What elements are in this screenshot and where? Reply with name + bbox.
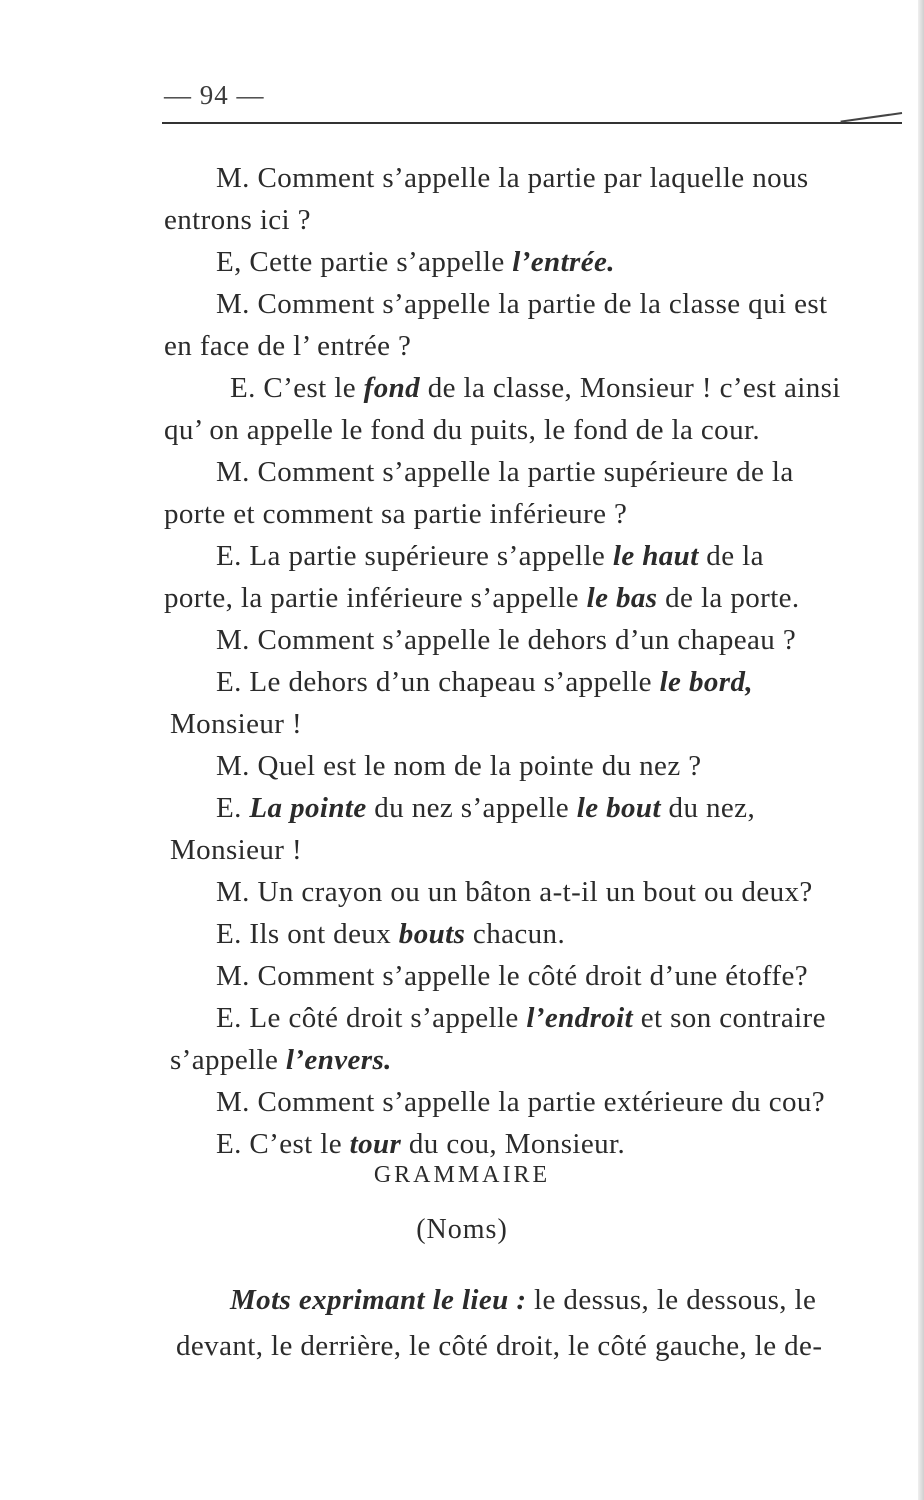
text-segment: qu’ on appelle le fond du puits, le fond de la cour. bbox=[164, 414, 761, 446]
text-line bbox=[170, 832, 302, 868]
text-segment: en face de l’ entrée ? bbox=[164, 330, 412, 362]
text-segment: porte, la partie inférieure s’appelle bbox=[164, 582, 587, 614]
text-line bbox=[170, 1042, 392, 1078]
text-segment: M. Comment s’appelle la partie extérieure du cou? bbox=[216, 1086, 826, 1118]
text-segment: entrons ici ? bbox=[164, 204, 311, 236]
text-line bbox=[164, 328, 411, 364]
section-subheading: (Noms) bbox=[416, 1214, 508, 1245]
text-line bbox=[216, 622, 796, 658]
text-line bbox=[164, 496, 627, 532]
italic-term: Mots exprimant le lieu : bbox=[230, 1284, 527, 1316]
text-segment: de la classe, Monsieur ! c’est ainsi bbox=[420, 372, 841, 404]
text-segment: E. La partie supérieure s’appelle bbox=[216, 540, 613, 572]
text-segment: M. Comment s’appelle la partie par laquelle nous bbox=[216, 162, 809, 194]
text-line bbox=[216, 1000, 826, 1036]
text-segment: E. C’est le bbox=[230, 372, 364, 404]
italic-term: le haut bbox=[612, 540, 699, 572]
text-segment: E. Le dehors d’un chapeau s’appelle bbox=[216, 666, 660, 698]
text-segment: M. Quel est le nom de la pointe du nez ? bbox=[216, 750, 702, 782]
italic-term: le bout bbox=[576, 792, 661, 824]
text-line bbox=[216, 748, 702, 784]
page-edge-shadow bbox=[918, 0, 924, 1500]
text-segment: E. C’est le bbox=[216, 1128, 350, 1160]
text-segment: M. Comment s’appelle la partie supérieure de la bbox=[216, 456, 794, 488]
text-line bbox=[216, 160, 809, 196]
italic-term: La pointe bbox=[249, 792, 367, 824]
text-segment: M. Un crayon ou un bâton a-t-il un bout ou deux? bbox=[216, 876, 813, 908]
italic-term: le bas bbox=[586, 582, 658, 614]
text-segment: du nez s’appelle bbox=[366, 792, 577, 824]
text-segment: du cou, Monsieur. bbox=[401, 1128, 626, 1160]
text-segment: porte et comment sa partie inférieure ? bbox=[164, 498, 628, 530]
text-segment: de la porte. bbox=[657, 582, 800, 614]
text-line-bottom bbox=[176, 1328, 822, 1364]
text-line bbox=[216, 1084, 825, 1120]
text-segment: E. bbox=[216, 792, 250, 824]
text-line bbox=[164, 412, 760, 448]
italic-term: bouts bbox=[398, 918, 466, 950]
text-line bbox=[216, 454, 794, 490]
text-segment: E. Le côté droit s’appelle bbox=[216, 1002, 527, 1034]
text-line bbox=[216, 538, 764, 574]
text-segment: s’appelle bbox=[170, 1044, 286, 1076]
section-heading: GRAMMAIRE bbox=[373, 1162, 551, 1188]
text-segment: devant, le derrière, le côté droit, le côté gauche, le de- bbox=[176, 1330, 823, 1362]
text-segment: M. Comment s’appelle le côté droit d’une étoffe? bbox=[216, 960, 809, 992]
italic-term: tour bbox=[349, 1128, 402, 1160]
text-segment: E, Cette partie s’appelle bbox=[216, 246, 513, 278]
text-segment: du nez, bbox=[660, 792, 756, 824]
text-line bbox=[216, 916, 565, 952]
italic-term: l’envers. bbox=[285, 1044, 392, 1076]
page-number-header: — 94 — bbox=[164, 80, 265, 110]
text-segment: Monsieur ! bbox=[170, 708, 303, 740]
text-line bbox=[164, 580, 800, 616]
text-segment: E. Ils ont deux bbox=[216, 918, 399, 950]
text-segment: le dessus, le dessous, le bbox=[526, 1284, 817, 1316]
text-segment: et son contraire bbox=[633, 1002, 826, 1034]
text-line bbox=[216, 958, 808, 994]
text-line bbox=[164, 202, 311, 238]
text-segment: chacun. bbox=[465, 918, 566, 950]
italic-term: l’entrée. bbox=[512, 246, 615, 278]
header-rule bbox=[162, 122, 902, 124]
text-line bbox=[216, 244, 615, 280]
text-segment: de la bbox=[698, 540, 764, 572]
text-segment: Monsieur ! bbox=[170, 834, 303, 866]
text-line bbox=[216, 286, 828, 322]
italic-term: l’endroit bbox=[526, 1002, 634, 1034]
text-line-bottom bbox=[230, 1282, 816, 1318]
text-line bbox=[216, 790, 755, 826]
text-line bbox=[216, 1126, 625, 1162]
italic-term: fond bbox=[363, 372, 421, 404]
text-segment: M. Comment s’appelle la partie de la classe qui est bbox=[216, 288, 828, 320]
text-line bbox=[216, 664, 753, 700]
italic-term: le bord, bbox=[659, 666, 754, 698]
text-segment: M. Comment s’appelle le dehors d’un chapeau ? bbox=[216, 624, 797, 656]
text-line bbox=[170, 706, 302, 742]
text-line bbox=[216, 874, 813, 910]
text-line bbox=[230, 370, 841, 406]
